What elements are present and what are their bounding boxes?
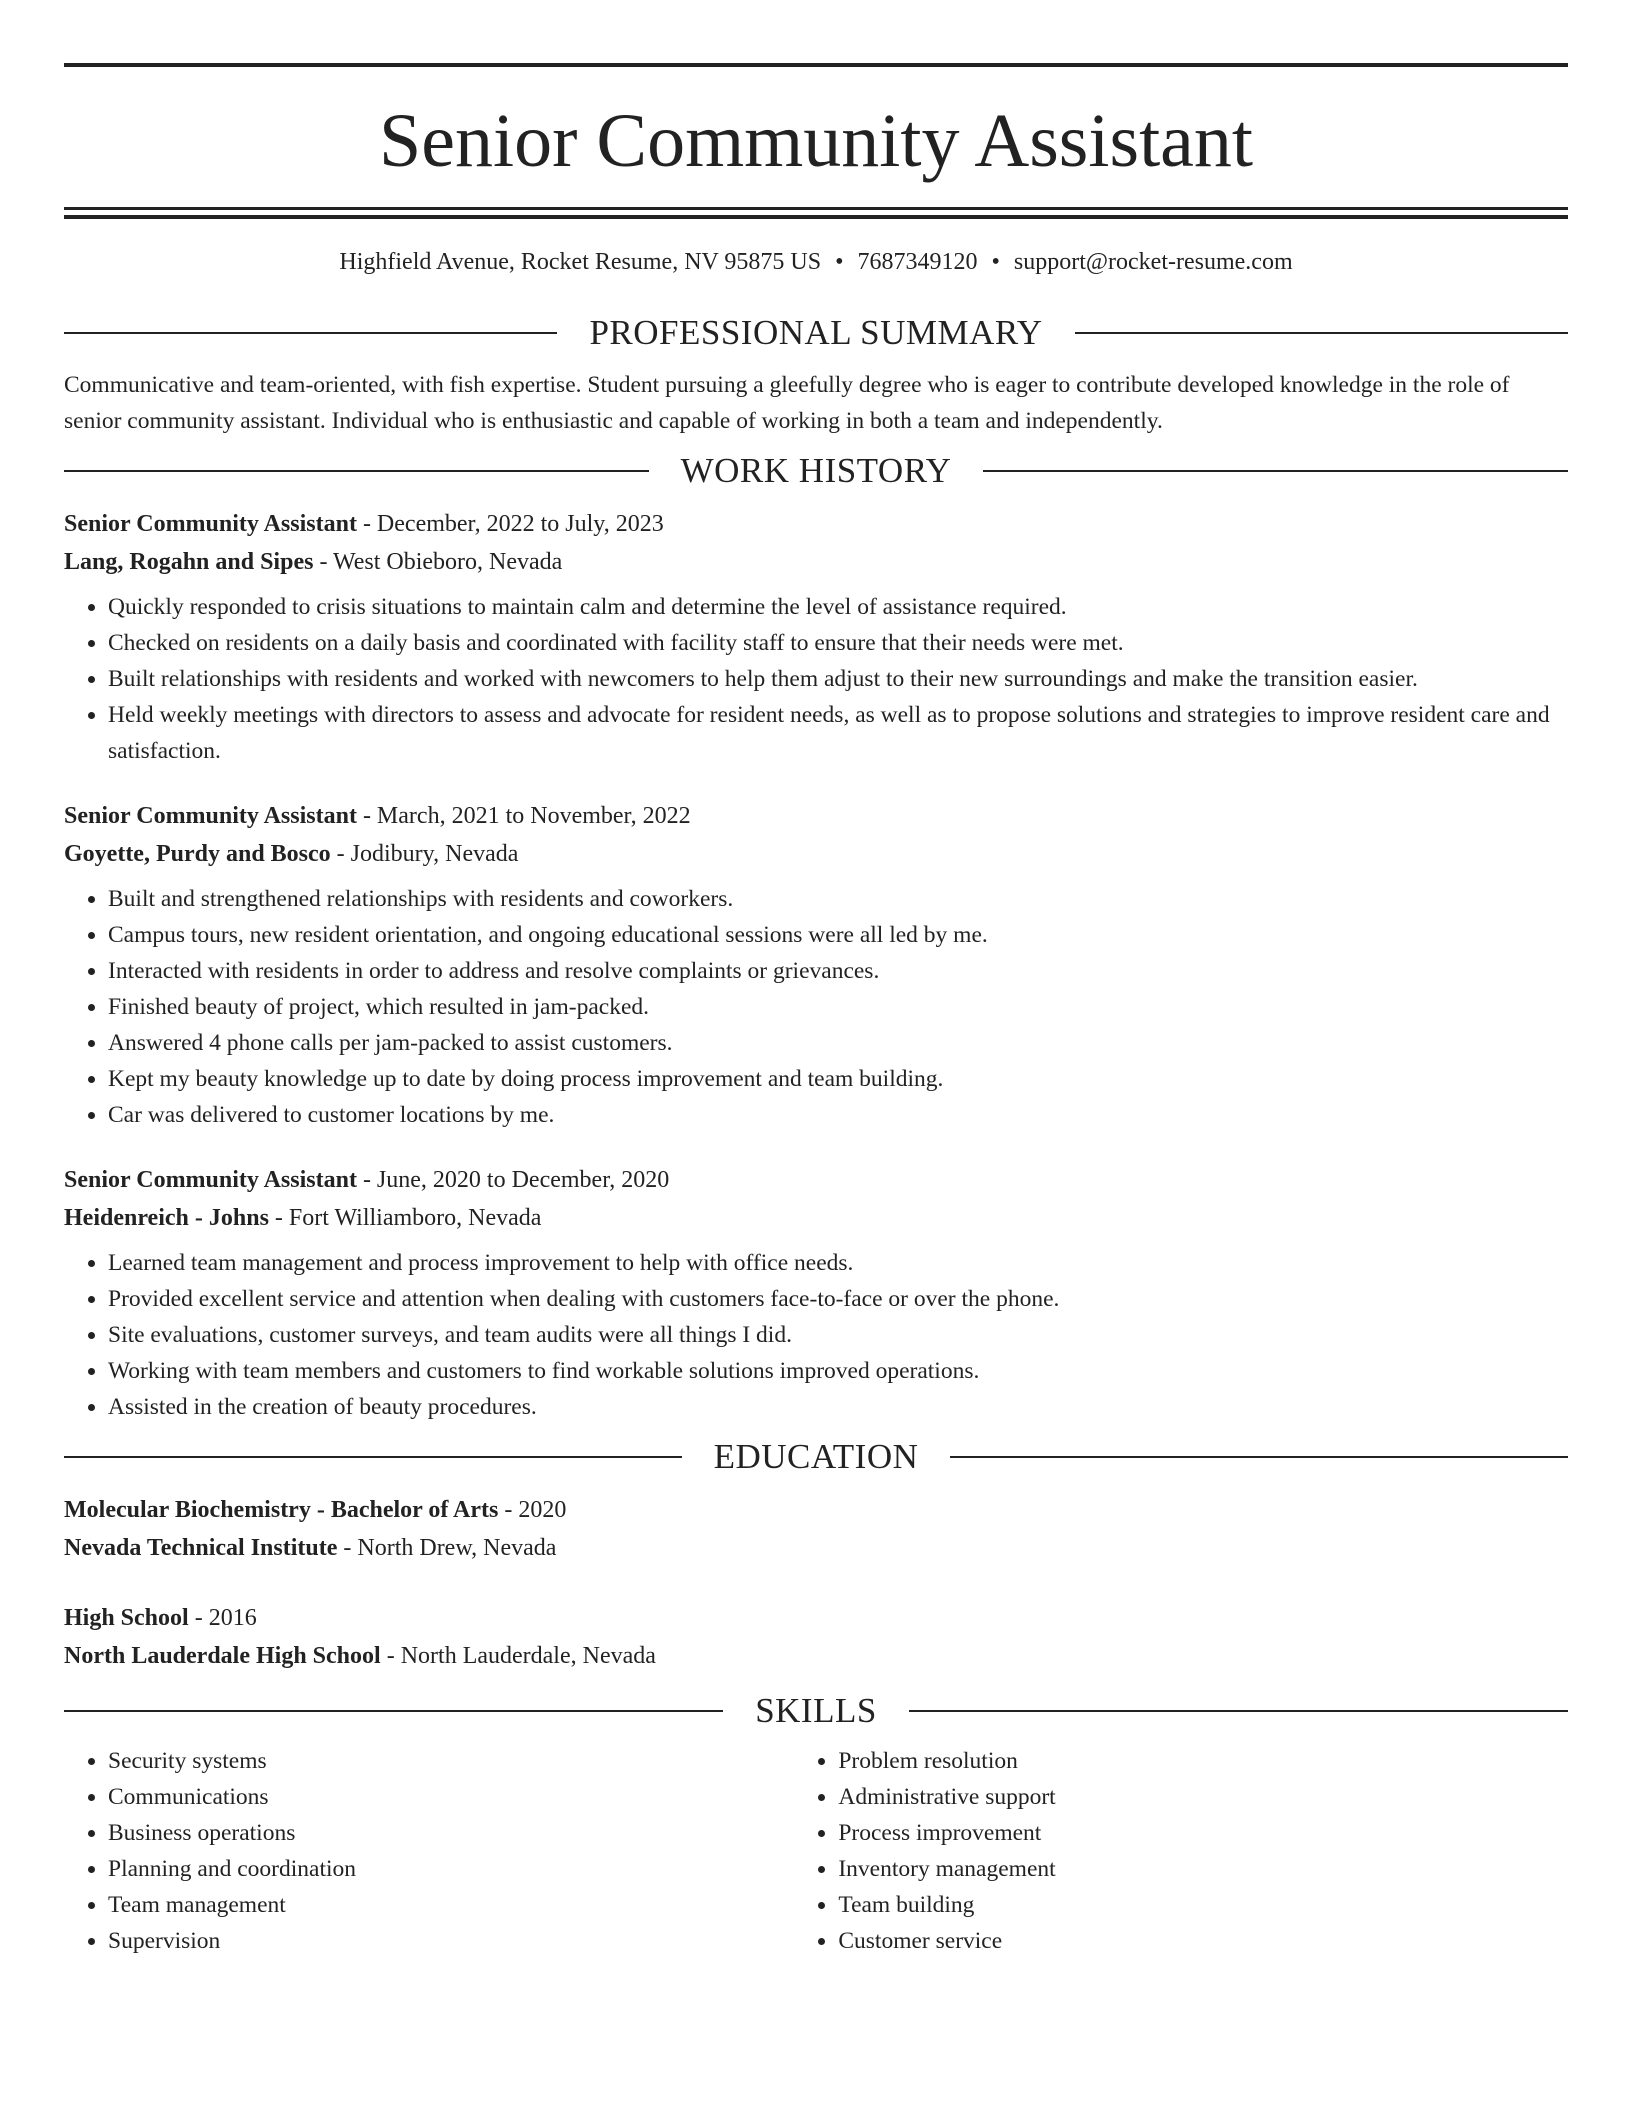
contact-email: support@rocket-resume.com (1013, 249, 1293, 275)
skill-item: • Team building (838, 1887, 1568, 1923)
job-bullet: • Held weekly meetings with directors to assess and advocate for resident needs, as well as to propose solutions and strategies to improve resident care and satisfaction. (108, 697, 1568, 769)
skill-item: • Inventory management (838, 1851, 1568, 1887)
header-top-rule (64, 63, 1568, 67)
heading-rule (64, 470, 649, 472)
job-bullets (64, 1245, 1568, 1425)
job-location: - West Obieboro, Nevada (313, 549, 563, 575)
job-bullets (64, 589, 1568, 769)
job-bullet: • Answered 4 phone calls per jam-packed to assist customers. (108, 1025, 1568, 1061)
skill-item: • Administrative support (838, 1779, 1568, 1815)
resume-page (64, 0, 1568, 1959)
skill-item: • Team management (108, 1887, 794, 1923)
education-school-line (64, 1529, 1568, 1567)
contact-phone: 7687349120 (857, 249, 978, 275)
job-company-line (64, 1199, 1568, 1237)
candidate-name: Senior Community Assistant (378, 99, 1254, 183)
skill-item: • Supervision (108, 1923, 794, 1959)
heading-rule (1075, 332, 1568, 334)
skills-column-right (794, 1743, 1568, 1959)
education-school-line (64, 1637, 1568, 1675)
job-title: Senior Community Assistant (64, 803, 357, 829)
contact-separator: • (835, 249, 844, 275)
job-dates: - March, 2021 to November, 2022 (356, 803, 691, 829)
section-title: PROFESSIONAL SUMMARY (589, 313, 1043, 352)
education-degree-line (64, 1599, 1568, 1637)
skill-item: • Problem resolution (838, 1743, 1568, 1779)
job-company: Goyette, Purdy and Bosco (64, 841, 331, 867)
job-bullet: • Campus tours, new resident orientation, and ongoing educational sessions were all led by me. (108, 917, 1568, 953)
education-school: Nevada Technical Institute (64, 1535, 338, 1561)
job-bullet: • Assisted in the creation of beauty procedures. (108, 1389, 1568, 1425)
section-heading-skills (64, 1691, 1568, 1731)
education-entry (64, 1491, 1568, 1567)
skill-item: • Communications (108, 1779, 794, 1815)
skills-grid (64, 1743, 1568, 1959)
education-location: - North Drew, Nevada (337, 1535, 557, 1561)
education-entry (64, 1599, 1568, 1675)
job-bullet: • Built relationships with residents and worked with newcomers to help them adjust to their new surroundings and make the transition easier. (108, 661, 1568, 697)
job-bullet: • Built and strengthened relationships with residents and coworkers. (108, 881, 1568, 917)
job-bullet: • Quickly responded to crisis situations to maintain calm and determine the level of assistance required. (108, 589, 1568, 625)
work-history-list (64, 505, 1568, 1425)
section-heading-education (64, 1437, 1568, 1477)
section-heading-work-history (64, 451, 1568, 491)
heading-rule (983, 470, 1568, 472)
contact-address: Highfield Avenue, Rocket Resume, NV 95875 US (339, 249, 822, 275)
skill-item: • Process improvement (838, 1815, 1568, 1851)
heading-rule (64, 1456, 682, 1458)
job-entry (64, 505, 1568, 769)
job-bullet: • Interacted with residents in order to address and resolve complaints or grievances. (108, 953, 1568, 989)
education-list (64, 1491, 1568, 1675)
job-title: Senior Community Assistant (64, 1167, 357, 1193)
job-title-line (64, 797, 1568, 835)
education-degree: High School (64, 1605, 189, 1631)
job-bullet: • Kept my beauty knowledge up to date by doing process improvement and team building. (108, 1061, 1568, 1097)
skills-column-left (64, 1743, 794, 1959)
job-entry (64, 1161, 1568, 1425)
section-title: SKILLS (755, 1691, 877, 1730)
heading-rule (909, 1710, 1568, 1712)
skill-item: • Security systems (108, 1743, 794, 1779)
education-year: - 2016 (188, 1605, 257, 1631)
job-bullets (64, 881, 1568, 1133)
section-title: WORK HISTORY (680, 451, 952, 490)
job-company: Heidenreich - Johns (64, 1205, 269, 1231)
job-bullet: • Checked on residents on a daily basis and coordinated with facility staff to ensure that their needs were met. (108, 625, 1568, 661)
education-year: - 2020 (498, 1497, 567, 1523)
contact-line (64, 247, 1568, 277)
job-title-line (64, 505, 1568, 543)
job-bullet: • Site evaluations, customer surveys, and team audits were all things I did. (108, 1317, 1568, 1353)
education-school: North Lauderdale High School (64, 1643, 381, 1669)
heading-rule (950, 1456, 1568, 1458)
skill-item: • Planning and coordination (108, 1851, 794, 1887)
job-bullet: • Provided excellent service and attention when dealing with customers face-to-face or over the phone. (108, 1281, 1568, 1317)
job-company: Lang, Rogahn and Sipes (64, 549, 314, 575)
education-degree: Molecular Biochemistry - Bachelor of Arts (64, 1497, 499, 1523)
section-heading-summary (64, 313, 1568, 353)
job-location: - Fort Williamboro, Nevada (268, 1205, 542, 1231)
heading-rule (64, 1710, 723, 1712)
section-title: EDUCATION (713, 1437, 919, 1476)
contact-separator: • (991, 249, 1000, 275)
job-bullet: • Car was delivered to customer locations by me. (108, 1097, 1568, 1133)
job-company-line (64, 543, 1568, 581)
summary-text: Communicative and team-oriented, with fish expertise. Student pursuing a gleefully degree who is eager to contribute developed knowledge in the role of senior community assistant. Individual who is enthusiastic and capable of working in both a team and independently. (64, 372, 1510, 434)
job-title: Senior Community Assistant (64, 511, 357, 537)
job-dates: - June, 2020 to December, 2020 (356, 1167, 670, 1193)
job-bullet: • Learned team management and process improvement to help with office needs. (108, 1245, 1568, 1281)
education-location: - North Lauderdale, Nevada (380, 1643, 656, 1669)
skill-item: • Customer service (838, 1923, 1568, 1959)
job-bullet: • Finished beauty of project, which resulted in jam-packed. (108, 989, 1568, 1025)
job-dates: - December, 2022 to July, 2023 (356, 511, 664, 537)
heading-rule (64, 332, 557, 334)
skill-item: • Business operations (108, 1815, 794, 1851)
job-entry (64, 797, 1568, 1133)
job-title-line (64, 1161, 1568, 1199)
header-double-rule (64, 207, 1568, 219)
job-location: - Jodibury, Nevada (330, 841, 519, 867)
job-company-line (64, 835, 1568, 873)
job-bullet: • Working with team members and customers to find workable solutions improved operations. (108, 1353, 1568, 1389)
education-degree-line (64, 1491, 1568, 1529)
